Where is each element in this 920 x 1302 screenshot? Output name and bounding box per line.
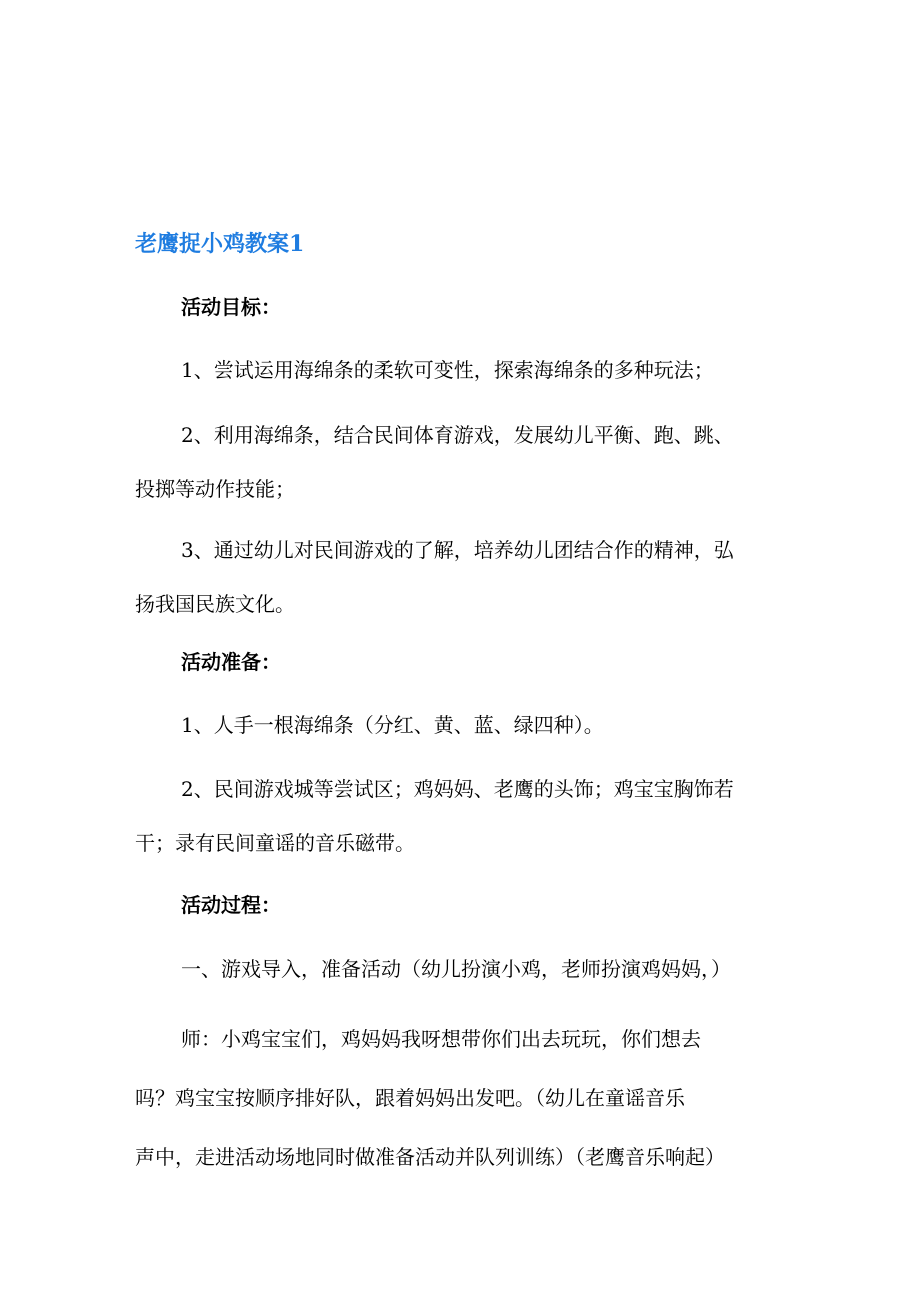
preparation-item-2-line-1: 2、民间游戏城等尝试区；鸡妈妈、老鹰的头饰；鸡宝宝胸饰若 bbox=[181, 777, 734, 801]
goal-item-2 bbox=[135, 420, 825, 504]
goal-item-1-text: 1、尝试运用海绵条的柔软可变性，探索海绵条的多种玩法； bbox=[181, 358, 714, 382]
goal-item-3-line-1: 3、通过幼儿对民间游戏的了解，培养幼儿团结合作的精神，弘 bbox=[181, 538, 734, 562]
process-step-1 bbox=[135, 954, 825, 984]
goal-item-2-line-1: 2、利用海绵条，结合民间体育游戏，发展幼儿平衡、跑、跳、 bbox=[181, 423, 734, 447]
teacher-dialogue-line-1: 师：小鸡宝宝们，鸡妈妈我呀想带你们出去玩玩，你们想去 bbox=[181, 1027, 701, 1051]
preparation-item-2-line-2: 干；录有民间童谣的音乐磁带。 bbox=[135, 831, 415, 855]
preparation-item-1 bbox=[135, 710, 825, 740]
heading-activity-goals: 活动目标： bbox=[181, 295, 281, 319]
goal-item-2-line-2: 投掷等动作技能； bbox=[135, 477, 295, 501]
heading-activity-process: 活动过程： bbox=[181, 893, 281, 917]
teacher-dialogue-line-2: 吗？鸡宝宝按顺序排好队，跟着妈妈出发吧。（幼儿在童谣音乐 bbox=[135, 1086, 685, 1110]
preparation-item-2 bbox=[135, 774, 825, 858]
preparation-item-1-text: 1、人手一根海绵条（分红、黄、蓝、绿四种）。 bbox=[181, 713, 604, 737]
heading-activity-preparation: 活动准备： bbox=[181, 650, 281, 674]
document-title: 老鹰捉小鸡教案1 bbox=[135, 231, 305, 257]
goal-item-1 bbox=[135, 355, 825, 385]
goal-item-3-line-2: 扬我国民族文化。 bbox=[135, 592, 295, 616]
goal-item-3 bbox=[135, 535, 825, 619]
process-step-1-text: 一、游戏导入，准备活动（幼儿扮演小鸡，老师扮演鸡妈妈，） bbox=[181, 957, 731, 981]
teacher-dialogue bbox=[135, 1024, 825, 1172]
teacher-dialogue-line-3: 声中，走进活动场地同时做准备活动并队列训练）（老鹰音乐响起） bbox=[135, 1145, 725, 1169]
